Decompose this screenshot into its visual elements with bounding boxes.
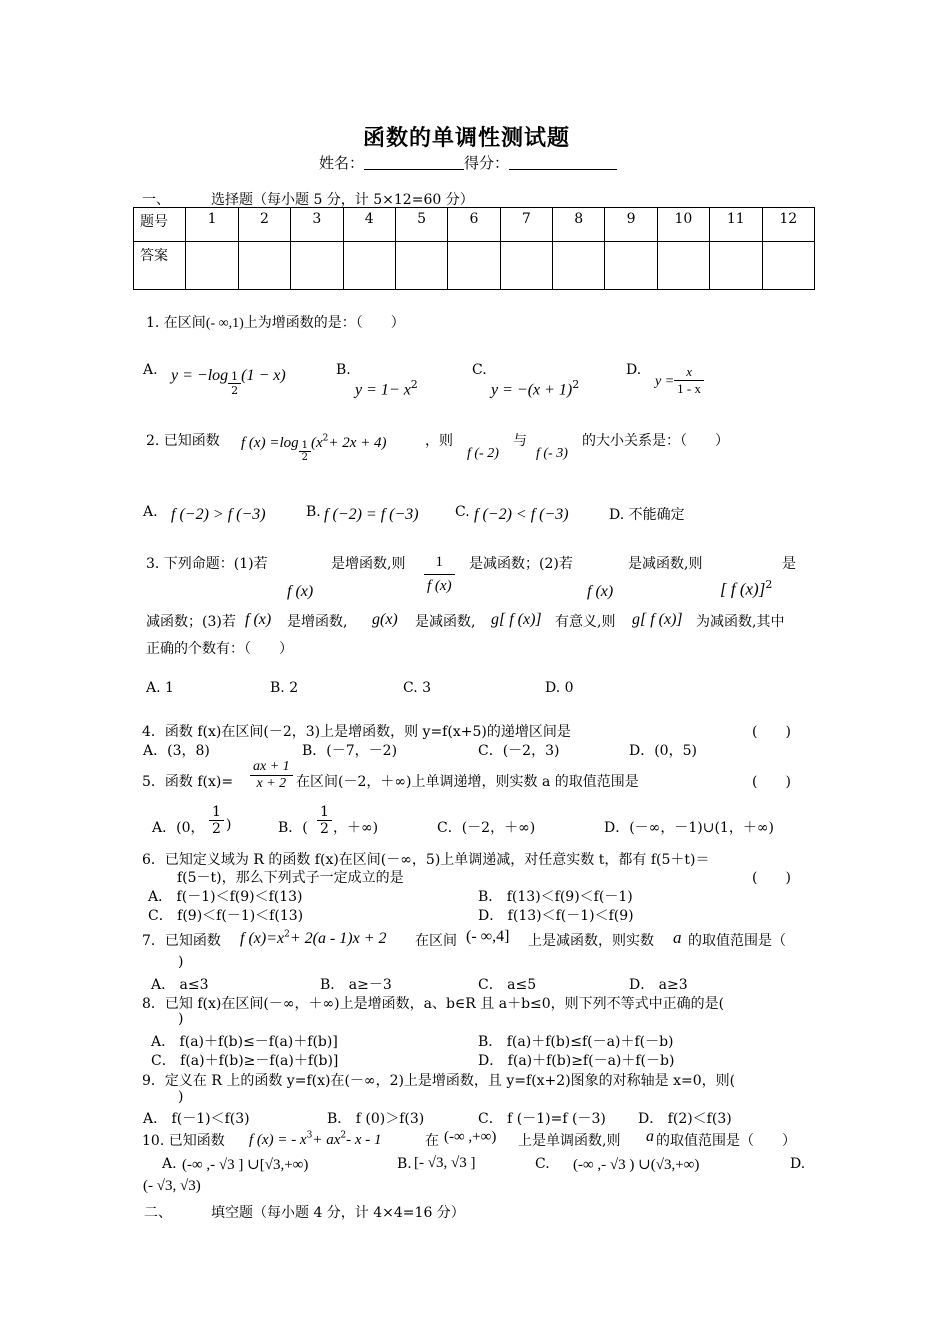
answer-cell[interactable]	[238, 242, 290, 290]
q2-function	[241, 432, 387, 463]
q5-stem-b: 在区间(－2，＋∞)上单调递增，则实数 a 的取值范围是	[296, 774, 639, 790]
q10-fn-e1: 3	[306, 1130, 313, 1141]
page-title: 函数的单调性测试题	[363, 125, 571, 151]
q3-line2-e: 为减函数,其中	[696, 614, 785, 630]
q10-fn-end: - x - 1	[346, 1132, 382, 1148]
question-number: 9	[605, 208, 657, 242]
q3-line2-gfx2: g[ f (x)]	[632, 611, 683, 628]
q1-option-b-label: B.	[336, 362, 351, 378]
q1-option-d-label: D.	[626, 362, 642, 378]
q10-fn-e2: 2	[340, 1130, 347, 1141]
q7-function	[240, 928, 387, 948]
q10-option-d-label: D.	[790, 1156, 806, 1172]
q1-a-arg: (1 − x)	[241, 367, 286, 384]
q7-fn: f (x)=x	[240, 930, 285, 947]
q1-option-b	[355, 378, 418, 399]
answer-cell[interactable]	[291, 242, 343, 290]
q3-option-c: C. 3	[403, 680, 432, 696]
q7-stem-d: 的取值范围是（	[688, 933, 786, 949]
q3-option-b: B. 2	[270, 680, 299, 696]
q5-option-b-label: B．(	[278, 820, 308, 836]
q4-option-a: A．(3，8)	[143, 743, 210, 759]
q2-option-b: f (−2) = f (−3)	[324, 506, 419, 523]
q5-option-a-tail: )	[226, 817, 232, 833]
question-number: 6	[448, 208, 500, 242]
q8-option-a: A． f(a)＋f(b)≤－f(a)＋f(b)]	[151, 1034, 338, 1050]
answer-cell[interactable]	[553, 242, 605, 290]
q1-c-exp: 2	[572, 378, 580, 391]
q7-interval: (- ∞,4]	[466, 928, 510, 945]
question-number: 5	[395, 208, 447, 242]
section1-number: 一、	[142, 192, 170, 208]
q5-stem-a: 5．函数 f(x)=	[142, 774, 234, 790]
q2-option-b-label: B.	[306, 504, 321, 520]
q3-line1-b: 是增函数,则	[331, 556, 406, 572]
q10-function	[249, 1129, 382, 1149]
q5-option-a-label: A．(0，	[152, 820, 205, 836]
q2-option-d: D. 不能确定	[609, 507, 685, 523]
question-number: 8	[553, 208, 605, 242]
q3-line3: 正确的个数有：（ ）	[146, 641, 293, 657]
q7-var: a	[673, 928, 682, 947]
q2-option-c-label: C.	[455, 504, 470, 520]
q10-interval: (-∞ ,+∞)	[444, 1129, 497, 1145]
q2-stem: 2. 已知函数	[146, 433, 220, 449]
q1-b-expr: y = 1− x	[355, 381, 411, 399]
q9-line1: 9．定义在 R 上的函数 y=f(x)在(－∞，2)上是增函数，且 y=f(x+2)图象的对称轴是 x=0，则(	[142, 1073, 736, 1089]
q3-line1-c: 是减函数；(2)若	[469, 556, 573, 572]
q10-stem-c: 上是单调函数,则	[518, 1133, 621, 1149]
q9-option-d: D． f(2)＜f(3)	[638, 1111, 732, 1127]
q3-option-a: A. 1	[146, 680, 174, 696]
row-label-number: 题号	[134, 208, 186, 242]
q7-fn-rest: + 2(a - 1)x + 2	[289, 930, 387, 947]
q10-stem-d: 的取值范围是（ ）	[656, 1133, 796, 1149]
q10-option-c-label: C.	[535, 1156, 550, 1172]
q1-a-base-num: 1	[228, 370, 241, 384]
q6-paren: ( )	[752, 870, 791, 886]
q2-fn-arg: (x	[310, 435, 323, 451]
name-blank[interactable]	[364, 155, 464, 170]
q7-option-b: B． a≥－3	[320, 977, 392, 993]
q5-a-den: 2	[212, 821, 221, 837]
q1-option-c	[491, 378, 579, 399]
q5-b-num: 1	[317, 804, 332, 821]
q2-tail: 的大小关系是：（ ）	[582, 433, 729, 449]
q1-d-num: x	[674, 364, 704, 381]
q5-b-den: 2	[320, 821, 329, 837]
answer-cell[interactable]	[762, 242, 815, 290]
q3-line2-d: 有意义,则	[555, 614, 616, 630]
q9-option-c: C． f (－1)=f (－3)	[478, 1111, 606, 1127]
q2-fn-base	[299, 440, 311, 463]
q3-fx-1: f (x)	[287, 583, 314, 600]
q7-option-d: D． a≥3	[629, 977, 688, 993]
q3-line2-gx: g(x)	[372, 611, 398, 628]
q10-option-b: [- √3, √3 ]	[414, 1155, 476, 1171]
q5-option-d: D．(－∞，－1)∪(1，＋∞)	[604, 820, 774, 836]
q2-fn-arg-exp: 2	[322, 433, 329, 444]
q1-d-den: 1 - x	[677, 381, 702, 396]
q5-paren: ( )	[752, 774, 791, 790]
q3-line1-d: 是减函数,则	[628, 556, 703, 572]
answer-table-header-row	[134, 208, 815, 242]
q3-line2-gfx: g[ f (x)]	[491, 611, 542, 628]
q6-option-d: D． f(13)＜f(－1)＜f(9)	[478, 908, 634, 924]
q5-option-c: C．(－2，＋∞)	[437, 820, 536, 836]
q4-option-b: B．(－7，－2)	[302, 743, 398, 759]
q7-stem-a: 7．已知函数	[142, 933, 221, 949]
q10-stem-b: 在	[425, 1133, 439, 1149]
q7-fn-exp: 2	[284, 929, 290, 940]
q1-a-base	[228, 370, 241, 397]
question-number: 1	[186, 208, 238, 242]
answer-table-answer-row	[134, 242, 815, 290]
section2-heading: 填空题（每小题 4 分，计 4×4=16 分）	[211, 1205, 465, 1221]
question-number: 2	[238, 208, 290, 242]
answer-cell[interactable]	[657, 242, 709, 290]
q4-stem: 4．函数 f(x)在区间(－2，3)上是增函数，则 y=f(x+5)的递增区间是	[142, 724, 571, 740]
q10-option-a: (-∞ ,- √3 ] ∪[√3,+∞)	[182, 1157, 309, 1173]
q2-option-c: f (−2) < f (−3)	[474, 506, 569, 523]
q5-a-num: 1	[209, 804, 224, 821]
q4-option-c: C．(－2，3)	[478, 743, 560, 759]
q3-frac-den: f (x)	[427, 578, 452, 594]
q10-option-a-label: A.	[162, 1156, 177, 1172]
q2-fn-base-den: 2	[301, 452, 308, 463]
q4-option-d: D．(0，5)	[629, 743, 697, 759]
q2-f-minus2: f (- 2)	[467, 446, 499, 461]
q6-line1: 6．已知定义域为 R 的函数 f(x)在区间(－∞，5)上单调递减，对任意实数 t，都有 f(5＋t)＝	[142, 852, 710, 868]
answer-cell[interactable]	[395, 242, 447, 290]
q2-fn-arg-rest: + 2x + 4)	[328, 435, 387, 451]
q5-frac-num: ax + 1	[250, 759, 293, 776]
row-label-answer: 答案	[134, 242, 186, 290]
q1-option-d	[655, 364, 704, 397]
q7-line2: )	[178, 954, 184, 970]
q10-option-b-label: B.	[397, 1156, 412, 1172]
q10-fn: f (x) = - x	[249, 1132, 307, 1148]
q5-option-b-frac	[317, 804, 332, 837]
q3-fx-squared	[720, 578, 772, 599]
q9-line2: )	[178, 1089, 184, 1105]
q4-paren: ( )	[752, 724, 791, 740]
q6-option-b: B． f(13)＜f(9)＜f(－1)	[478, 889, 633, 905]
question-number: 12	[762, 208, 815, 242]
q1-option-a-label: A.	[143, 362, 158, 378]
q5-option-a-frac	[209, 804, 224, 837]
answer-cell[interactable]	[448, 242, 500, 290]
q10-fn-mid: + ax	[312, 1132, 341, 1148]
score-label: 得分：	[464, 154, 510, 172]
q2-option-a: f (−2) > f (−3)	[171, 506, 266, 523]
section1-heading: 选择题（每小题 5 分，计 5×12=60 分）	[211, 192, 474, 208]
q7-option-a: A． a≤3	[151, 977, 209, 993]
q1-option-a	[171, 365, 286, 397]
answer-cell[interactable]	[186, 242, 238, 290]
q3-line1-e: 是	[782, 556, 796, 572]
q3-line2-fx: f (x)	[245, 611, 272, 628]
q9-option-b: B． f (0)＞f(3)	[327, 1111, 425, 1127]
q5-option-b-tail: ，＋∞)	[333, 820, 379, 836]
q5-fraction	[250, 759, 293, 792]
q3-line1-a: 3. 下列命题：(1)若	[146, 556, 268, 572]
q8-line1: 8．已知 f(x)在区间(－∞，＋∞)上是增函数，a、b∈R 且 a＋b≤0，则下列不等式中正确的是(	[142, 996, 725, 1012]
q2-option-a-label: A.	[143, 504, 158, 520]
question-number: 11	[710, 208, 762, 242]
q10-option-c: (-∞ ,- √3 ) ∪(√3,+∞)	[573, 1157, 700, 1173]
answer-cell[interactable]	[710, 242, 762, 290]
q9-option-a: A． f(－1)＜f(3)	[143, 1111, 250, 1127]
q1-interval: (- ∞,1)	[205, 316, 244, 331]
q1-stem	[146, 312, 405, 332]
q3-line2-b: 是增函数,	[287, 614, 348, 630]
q1-c-expr: y = −(x + 1)	[491, 381, 573, 399]
score-blank[interactable]	[509, 155, 617, 170]
q3-fx-2: f (x)	[587, 583, 614, 600]
name-label: 姓名：	[319, 154, 365, 172]
q10-option-d: (- √3, √3)	[143, 1178, 201, 1194]
q3-fx-sq: [ f (x)]	[720, 579, 766, 599]
q8-line2: )	[178, 1011, 184, 1027]
q2-and: 与	[513, 433, 527, 449]
q1-option-c-label: C.	[472, 362, 487, 378]
q10-stem-a: 10. 已知函数	[142, 1133, 225, 1149]
q3-option-d: D. 0	[545, 680, 574, 696]
q7-stem-b: 在区间	[415, 933, 457, 949]
q2-comma: ，则	[425, 433, 453, 449]
answer-cell[interactable]	[343, 242, 395, 290]
answer-table	[133, 207, 815, 290]
q6-option-a: A． f(－1)＜f(9)＜f(13)	[148, 889, 303, 905]
q7-option-c: C． a≤5	[478, 977, 537, 993]
q2-f-minus3: f (- 3)	[536, 446, 568, 461]
question-number: 4	[343, 208, 395, 242]
q5-frac-den: x + 2	[256, 776, 287, 791]
q8-option-b: B． f(a)＋f(b)≤f(－a)＋f(－b)	[478, 1034, 674, 1050]
q1-a-expr: y = −log	[171, 367, 229, 384]
q1-b-exp: 2	[410, 378, 418, 391]
q6-option-c: C． f(9)＜f(－1)＜f(13)	[148, 908, 304, 924]
q1-d-lhs: y =	[655, 374, 675, 389]
q1-a-base-den: 2	[231, 384, 239, 397]
q1-d-frac	[674, 364, 704, 397]
q10-var: a	[646, 1128, 654, 1145]
name-score-line	[319, 152, 617, 173]
q3-reciprocal	[424, 554, 455, 595]
q6-line2: f(5－t)，那么下列式子一定成立的是	[177, 870, 404, 886]
q3-frac-num: 1	[424, 554, 455, 575]
q7-stem-c: 上是减函数，则实数	[528, 933, 654, 949]
question-number: 10	[657, 208, 709, 242]
q3-line2-a: 减函数；(3)若	[146, 614, 236, 630]
question-number: 7	[500, 208, 552, 242]
answer-cell[interactable]	[605, 242, 657, 290]
q3-line2-c: 是减函数,	[415, 614, 476, 630]
q1-stem-text: 1. 在区间	[146, 315, 206, 331]
q8-option-d: D． f(a)＋f(b)≥f(－a)＋f(－b)	[478, 1053, 675, 1069]
section2-number: 二、	[144, 1205, 172, 1221]
q2-fn-base-num: 1	[299, 440, 311, 452]
q8-option-c: C． f(a)＋f(b)≥－f(a)＋f(b)]	[151, 1053, 339, 1069]
q3-fx-sq-exp: 2	[765, 578, 773, 591]
q2-fn-lhs: f (x) =log	[241, 435, 299, 451]
answer-cell[interactable]	[500, 242, 552, 290]
question-number: 3	[291, 208, 343, 242]
q1-stem-tail: 上为增函数的是：（ ）	[243, 315, 405, 331]
